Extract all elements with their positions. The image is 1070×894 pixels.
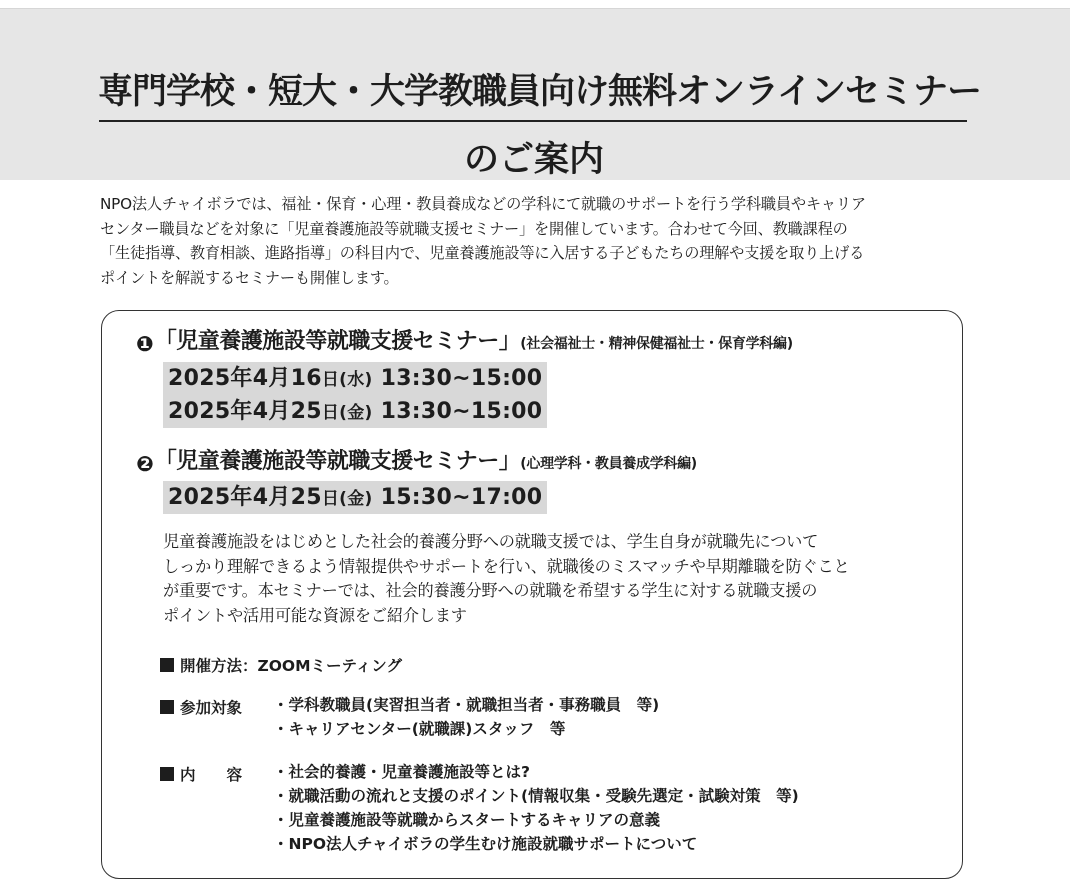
intro-line: センター職員などを対象に「児童養護施設等就職支援セミナー」を開催しています。合わせて今回、教職課程の [100,219,848,238]
method-value: ZOOMミーティング [257,657,402,675]
date-day: 日 [321,370,340,390]
content-label: 内 容 [180,766,243,784]
date-day: 日 [321,403,340,423]
target-row [160,696,242,718]
seminar-2-date-1 [163,481,547,514]
date-time: 13:30~15:00 [380,399,543,424]
seminar-2-number: ❷ [136,451,154,476]
description-line: ポイントや活用可能な資源をご紹介します [163,605,467,625]
description-line: しっかり理解できるよう情報提供やサポートを行い、就職後のミスマッチや早期離職を防ぐこと [163,556,850,576]
content-item: ・社会的養護・児童養護施設等とは? [273,763,530,781]
date-weekday: (水) [339,370,373,390]
description-line: が重要です。本セミナーでは、社会的養護分野への就職を希望する学生に対する就職支援の [163,581,818,600]
date-weekday: (金) [339,403,373,423]
square-bullet-icon [160,658,174,672]
description-line: 児童養護施設をはじめとした社会的養護分野への就職支援では、学生自身が就職先について [163,532,819,551]
page-title: 専門学校・短大・大学教職員向け無料オンラインセミナー [98,72,981,112]
page-subtitle: のご案内 [463,140,604,180]
title-divider [99,120,967,122]
date-year: 2025年4月25 [168,399,322,424]
square-bullet-icon [160,767,174,781]
seminar-1-title: 「児童養護施設等就職支援セミナー」 [154,329,521,354]
seminar-1-number: ❶ [136,331,154,356]
content-item: ・NPO法人チャイボラの学生むけ施設就職サポートについて [273,835,698,853]
date-time: 13:30~15:00 [380,366,543,391]
seminar-1-date-1 [163,362,547,395]
seminar-1-date-2 [163,395,547,428]
target-label: 参加対象 [180,699,243,717]
date-year: 2025年4月25 [168,485,322,510]
intro-paragraph [100,192,980,290]
date-year: 2025年4月16 [168,366,322,391]
content-item: ・就職活動の流れと支援のポイント(情報収集・受験先選定・試験対策 等) [273,787,799,805]
content-item: ・児童養護施設等就職からスタートするキャリアの意義 [273,811,661,829]
date-time: 15:30~17:00 [380,485,543,510]
intro-line: ポイントを解説するセミナーも開催します。 [100,268,399,287]
seminar-description [163,530,943,628]
date-day: 日 [321,489,340,509]
seminar-2-subtitle: (心理学科・教員養成学科編) [520,456,697,472]
top-border [0,0,1070,9]
content-row [160,763,242,785]
intro-line: 「生徒指導、教育相談、進路指導」の科目内で、児童養護施設等に入居する子どもたちの理解や支援を取り上げる [100,244,865,262]
seminar-2-heading [136,444,697,476]
content-list [273,760,799,856]
method-label: 開催方法： [180,657,258,675]
target-item: ・学科教職員(実習担当者・就職担当者・事務職員 等) [273,696,660,714]
seminar-1-heading [136,324,793,356]
intro-line: NPO法人チャイボラでは、福祉・保育・心理・教員養成などの学科にて就職のサポートを行う学科職員やキャリア [100,195,866,213]
target-list [273,693,659,741]
square-bullet-icon [160,700,174,714]
target-item: ・キャリアセンター(就職課)スタッフ 等 [273,720,566,738]
method-row [160,654,402,676]
seminar-1-subtitle: (社会福祉士・精神保健福祉士・保育学科編) [520,336,793,352]
date-weekday: (金) [339,489,373,509]
seminar-2-title: 「児童養護施設等就職支援セミナー」 [154,449,521,474]
